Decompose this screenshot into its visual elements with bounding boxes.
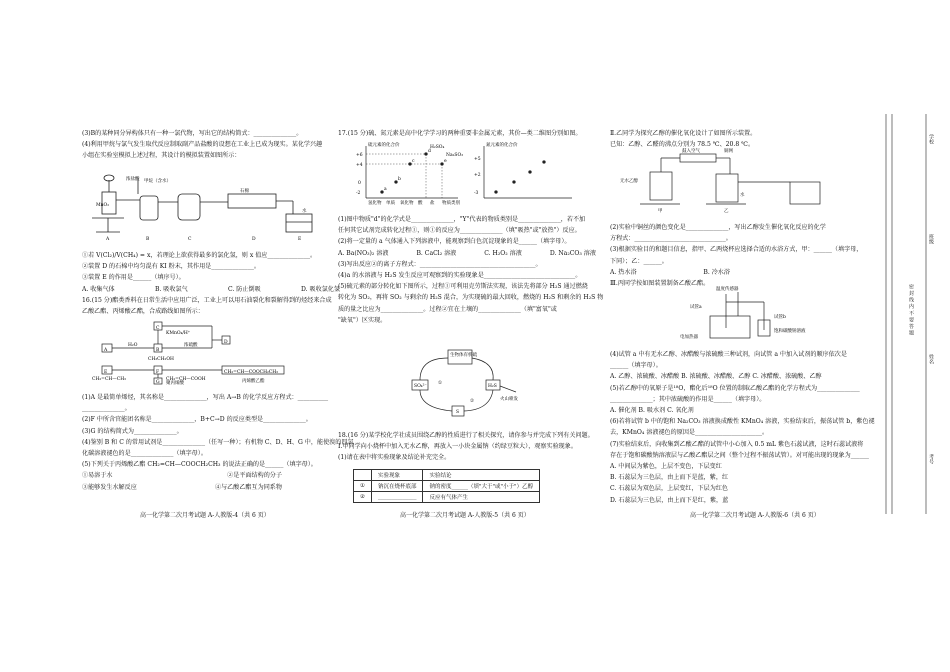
svg-text:c: c	[412, 159, 415, 164]
text-line: ______________；其中浓硫酸的作用是______（填字母）。	[610, 395, 766, 403]
svg-text:+6: +6	[356, 153, 363, 158]
chart-label: 浓硫酸	[184, 343, 198, 348]
text-line: (5)硫元素的部分转化如下图所示，过程①可利用克劳斯法实现，该法先将部分 H₂S 通过燃烧	[338, 283, 588, 291]
text-line: A. 中间层为紫色，上层不变色，下层变红	[610, 463, 722, 471]
text-line: (1)请在表中将实验现象及结论补充完全。	[338, 454, 451, 462]
svg-text:氢化物: 氢化物	[368, 201, 382, 206]
text-line: (2)实验中铜丝的颜色变化是______________，写出乙醇发生催化氧化反应的化学	[610, 224, 826, 231]
chart-label: A	[104, 348, 108, 353]
valence-class-plots	[346, 142, 586, 208]
svg-text:生物体有机硫: 生物体有机硫	[450, 353, 477, 358]
text-line: (1)图中物质"d"的化学式是______________，"Y"代表的物质类别是______________，若不加	[338, 216, 586, 223]
text-line: "缺氧"）区实现。	[338, 316, 387, 324]
text-line: Ⅰ.甲同学向小烧杯中加入无水乙醇，再放入一小块金属钠（约绿豆粒大），观察实验现象。	[338, 443, 577, 451]
svg-text:+5: +5	[474, 157, 481, 162]
chart-label: 丙烯酸乙酯	[242, 379, 265, 384]
text-line: Ⅱ.乙同学为探究乙醇的催化氧化设计了如图所示装置。	[610, 130, 757, 137]
text-line: 任何其它试剂完成转化过程①，则①的反应为______________（填"吸热"或"放热"）反应。	[338, 227, 581, 235]
column-2-c	[338, 430, 596, 464]
text-line: (6)若将试管 b 中的饱和 Na₂CO₃ 溶液换成酸性 KMnO₄ 溶液，实验结束后，振荡试管 b，紫色褪	[610, 418, 875, 426]
text-line: 17.(15 分)硫、氮元素是高中化学学习的两种重要非金属元素，其价—类二维图分别如图。	[338, 130, 582, 137]
svg-text:+4: +4	[356, 163, 363, 168]
svg-text:试管a: 试管a	[690, 305, 702, 310]
text-line: (3)G 的结构简式为______________。	[82, 427, 183, 435]
chart-label: B	[156, 348, 160, 353]
chart-label: CH₂=CH—CH₃	[92, 377, 126, 382]
fig-label: E	[298, 237, 302, 242]
footer-page-5: 高一化学第二次月考试题 A-人教版-5（共 6 页）	[400, 512, 530, 519]
svg-text:温度传感器: 温度传感器	[716, 287, 739, 292]
text-line: (3)根据实验目的和题目信息，指甲、乙两烧杯应选择合适的水浴方式，甲：______（填字母，	[610, 246, 863, 254]
text-line: Ⅲ.丙同学按如图装置制备乙酸乙酯。	[610, 280, 710, 288]
text-line: 转化为 SO₂，再将 SO₂ 与剩余的 H₂S 混合，为实现硫的最大回收，燃烧的 H₂S 和剩余的 H₂S 物	[338, 294, 604, 302]
oxidation-apparatus	[620, 149, 860, 214]
chart-label: H₂O	[128, 343, 138, 348]
column-1	[82, 128, 340, 162]
chart-label: CH₂=CH—COOH	[166, 377, 206, 382]
text-line: 质的量之比应为______________。过程②宜在土壤的______________（填"富氧"或	[338, 305, 557, 313]
option: A. 收集气体	[82, 285, 115, 293]
chart-label: KMnO₄/H⁺	[166, 331, 191, 336]
svg-text:②: ②	[470, 399, 475, 404]
svg-text:单质: 单质	[386, 201, 395, 206]
svg-text:乙: 乙	[724, 209, 729, 214]
chart-label: CH₃CH₂OH	[148, 357, 174, 362]
svg-text:酸: 酸	[418, 201, 423, 206]
svg-text:+2: +2	[474, 173, 481, 178]
svg-text:-3: -3	[474, 191, 479, 196]
sulfur-cycle-diagram	[400, 348, 530, 420]
svg-text:鼓入空气: 鼓入空气	[682, 149, 700, 154]
text-line: 去，KMnO₄ 溶液褪色的原因是______________________。	[610, 429, 769, 437]
text-line: (2)将一定量的 a 气体通入下列溶液中，能观察到白色沉淀现象的是______（填字母）。	[338, 238, 571, 246]
svg-text:Na₂SO₃: Na₂SO₃	[446, 153, 464, 158]
text-line: (1)A 是最简单烯烃，其名称是______________，写出 A→B 的化学反应方程式：__________	[82, 394, 329, 401]
margin-field: 姓名	[928, 354, 934, 364]
svg-text:铜网: 铜网	[724, 149, 733, 154]
option: B. 吸收氯气	[154, 285, 188, 293]
svg-text:无水乙醇: 无水乙醇	[620, 179, 638, 184]
text-line: (5)若乙醇中的氧原子是¹⁸O，酯化后¹⁸O 位置的制取乙酸乙酯的化学方程式为______________	[610, 384, 860, 392]
text-line: A. 乙醇、浓硫酸、冰醋酸 B. 浓硫酸、冰醋酸、乙醇 C. 冰醋酸、浓硫酸、乙醇	[610, 373, 822, 381]
fig-label: MnO₂	[96, 203, 109, 208]
footer-page-6: 高一化学第二次月考试题 A-人教版-6（共 6 页）	[690, 512, 820, 519]
synthesis-route-diagram	[92, 322, 332, 384]
svg-text:水: 水	[740, 193, 745, 198]
text-line: C. 石蕊层为双色层，上层变红，下层为红色	[610, 485, 729, 493]
svg-text:0: 0	[358, 181, 361, 186]
text-line: ③装置 E 的作用是______（填序号）。	[82, 274, 185, 282]
text-line: (4)利用甲烷与氯气发生取代反应制取副产品盐酸的设想在工业上已成为现实。某化学兴趣	[82, 141, 323, 149]
column-1-c	[82, 392, 354, 493]
text-line: ______（填字母）。	[610, 362, 662, 370]
text-line: 化碳溶液褪色的是______________（填字母）。	[82, 450, 207, 458]
svg-text:S: S	[456, 410, 460, 415]
text-line: 方程式：______________________________。	[610, 235, 732, 243]
svg-text:饱和碳酸钠溶液: 饱和碳酸钠溶液	[774, 329, 806, 334]
fig-label: C	[188, 237, 192, 242]
svg-text:①: ①	[438, 381, 443, 386]
svg-text:物质类别: 物质类别	[442, 201, 460, 206]
svg-text:硫元素的化合价: 硫元素的化合价	[368, 143, 400, 148]
svg-text:甲: 甲	[658, 209, 663, 214]
text-line: ______________。	[82, 405, 131, 413]
svg-text:e: e	[444, 159, 447, 164]
experiment-table: 实验现象 实验结论 ① 钠沉在烧杯底部 钠的密度______（填"大于"或"小于"）乙醇 ② ______________ 反应有气体产生	[353, 469, 540, 503]
options-row	[82, 284, 340, 295]
svg-text:电加热器: 电加热器	[680, 335, 698, 340]
margin-field: 考号	[928, 454, 934, 464]
fig-label: 浓盐酸	[126, 177, 140, 182]
column-2	[338, 128, 596, 139]
options-row: ③能够发生水解反应 ④与乙酸乙酯互为同系物	[82, 483, 282, 491]
text-line: (3)写出反应②的离子方程式：______________________________________。	[338, 260, 542, 268]
binding-margin	[878, 114, 938, 514]
svg-text:b: b	[398, 177, 401, 182]
text-line: (4)a 的水溶液与 H₂S 发生反应可观察到的实验现象是______________________________。	[338, 272, 582, 280]
svg-text:a: a	[384, 187, 387, 192]
option: D. 吸收氯化氢	[300, 285, 340, 293]
fig-label: D	[252, 237, 256, 242]
apparatus-diagram-1	[88, 172, 328, 242]
text-line: D. 石蕊层为三色层，由上而下是红，紫，蓝	[610, 496, 729, 504]
text-line: A. 催化剂 B. 吸水剂 C. 氧化剂	[610, 407, 694, 415]
text-line: (2)F 中所含官能团名称是______________，B+C→D 的反应类型是______________。	[82, 416, 312, 424]
text-line: ②装置 D 的石棉中均匀混有 KI 粉末，其作用是______________。	[82, 263, 261, 271]
chart-label: CH₂=CH—COOCH₂CH₃	[224, 370, 278, 375]
fig-label: 水	[302, 209, 307, 214]
fig-label: 甲烷（含水）	[144, 179, 171, 184]
text-line: (4)试管 a 中有无水乙醇、冰醋酸与浓硫酸三种试剂，向试管 a 中加入试剂的顺序依次是	[610, 351, 847, 358]
svg-text:氧化物: 氧化物	[400, 201, 414, 206]
options-row: A. 热水浴 B. 冷水浴	[610, 268, 730, 276]
chart-label: C	[156, 326, 160, 331]
text-line: 18.(16 分)某学校化学社成员围绕乙醇的性质进行了相关探究，请你参与并完成下列有关问题。	[338, 432, 594, 439]
svg-text:火山喷发: 火山喷发	[500, 397, 518, 402]
margin-field: 班级	[928, 234, 934, 244]
svg-text:H₂S: H₂S	[488, 384, 497, 389]
svg-text:SO₄²⁻: SO₄²⁻	[414, 384, 427, 389]
text-line: (4)鉴别 B 和 C 的常用试剂是______________（任写一种）；有机物 C、D、H、G 中，能使溴的四氯	[82, 438, 354, 446]
seal-line-notice: 密 封 线 内 不 要 答 题	[908, 284, 914, 336]
chart-label: G	[156, 380, 160, 385]
text-line: (3)B的某种同分异构体只有一种一氯代物，写出它的结构简式：______________。	[82, 130, 303, 137]
column-1-b	[82, 250, 340, 317]
chart-label: F	[156, 370, 160, 375]
fig-label: 石棉	[240, 189, 249, 194]
text-line: 乙酸乙酯、丙烯酸乙酯，合成路线如图所示：	[82, 308, 204, 316]
option: C. 防止倒吸	[227, 285, 261, 293]
options-row: A. Ba(NO₃)₂ 溶液 B. CaCl₂ 溶液 C. H₂O₂ 溶液 D. Na₂CO₃ 溶液	[338, 249, 596, 257]
fig-label: A	[106, 237, 110, 242]
text-line: 已知：乙醇、乙醛的沸点分别为 78.5 ℃、20.8 ℃。	[610, 141, 755, 149]
svg-text:氮元素的化合价: 氮元素的化合价	[486, 143, 518, 148]
chart-label: E	[104, 370, 108, 375]
text-line: 16.(15 分)酯类香料在日常生活中应用广泛，工业上可以用石油裂化和裂解得到的烃经来合成	[82, 296, 332, 304]
chart-label: D	[224, 340, 228, 345]
text-line: B. 石蕊层为三色层，由上而下是蓝，紫，红	[610, 474, 729, 482]
footer-page-4: 高一化学第二次月考试题 A-人教版-4（共 6 页）	[140, 512, 270, 519]
text-line: 下同）；乙：______。	[610, 257, 668, 265]
column-3-c	[610, 349, 875, 506]
margin-field: 学校	[928, 134, 934, 144]
column-3-b	[610, 222, 868, 289]
svg-text:d: d	[428, 149, 431, 154]
column-2-b	[338, 214, 604, 326]
text-line: 存在于饱和碳酸钠溶液层与乙酸乙酯层之间（整个过程不振荡试管）。对可能出现的现象为______	[610, 451, 869, 459]
ester-apparatus	[680, 286, 850, 344]
svg-text:试管b: 试管b	[774, 315, 786, 320]
text-line: ①若 V(Cl₂)/V(CH₄) = x，若理论上欲获得最多的氯化氢，则 x 值应______________。	[82, 252, 317, 259]
text-line: (5)下列关于丙烯酸乙酯 CH₂=CH—COOCH₂CH₃ 的说法正确的是______（填字母）。	[82, 461, 317, 469]
text-line: (7)实验结束后，向收集到乙酸乙酯的试管中小心加入 0.5 mL 紫色石蕊试液，这时石蕊试液将	[610, 440, 864, 448]
text-line: 小组在实验室模拟上述过程，其设计的模拟装置如图所示：	[82, 152, 241, 160]
svg-text:盐: 盐	[430, 201, 435, 206]
svg-text:-2: -2	[356, 191, 361, 196]
chart-label: 聚丙烯酸	[166, 381, 184, 386]
options-row: ①易溶于水 ②是平面结构的分子	[82, 472, 282, 480]
fig-label: B	[146, 237, 150, 242]
svg-text:H₂SO₄: H₂SO₄	[430, 145, 445, 150]
column-3	[610, 128, 868, 150]
